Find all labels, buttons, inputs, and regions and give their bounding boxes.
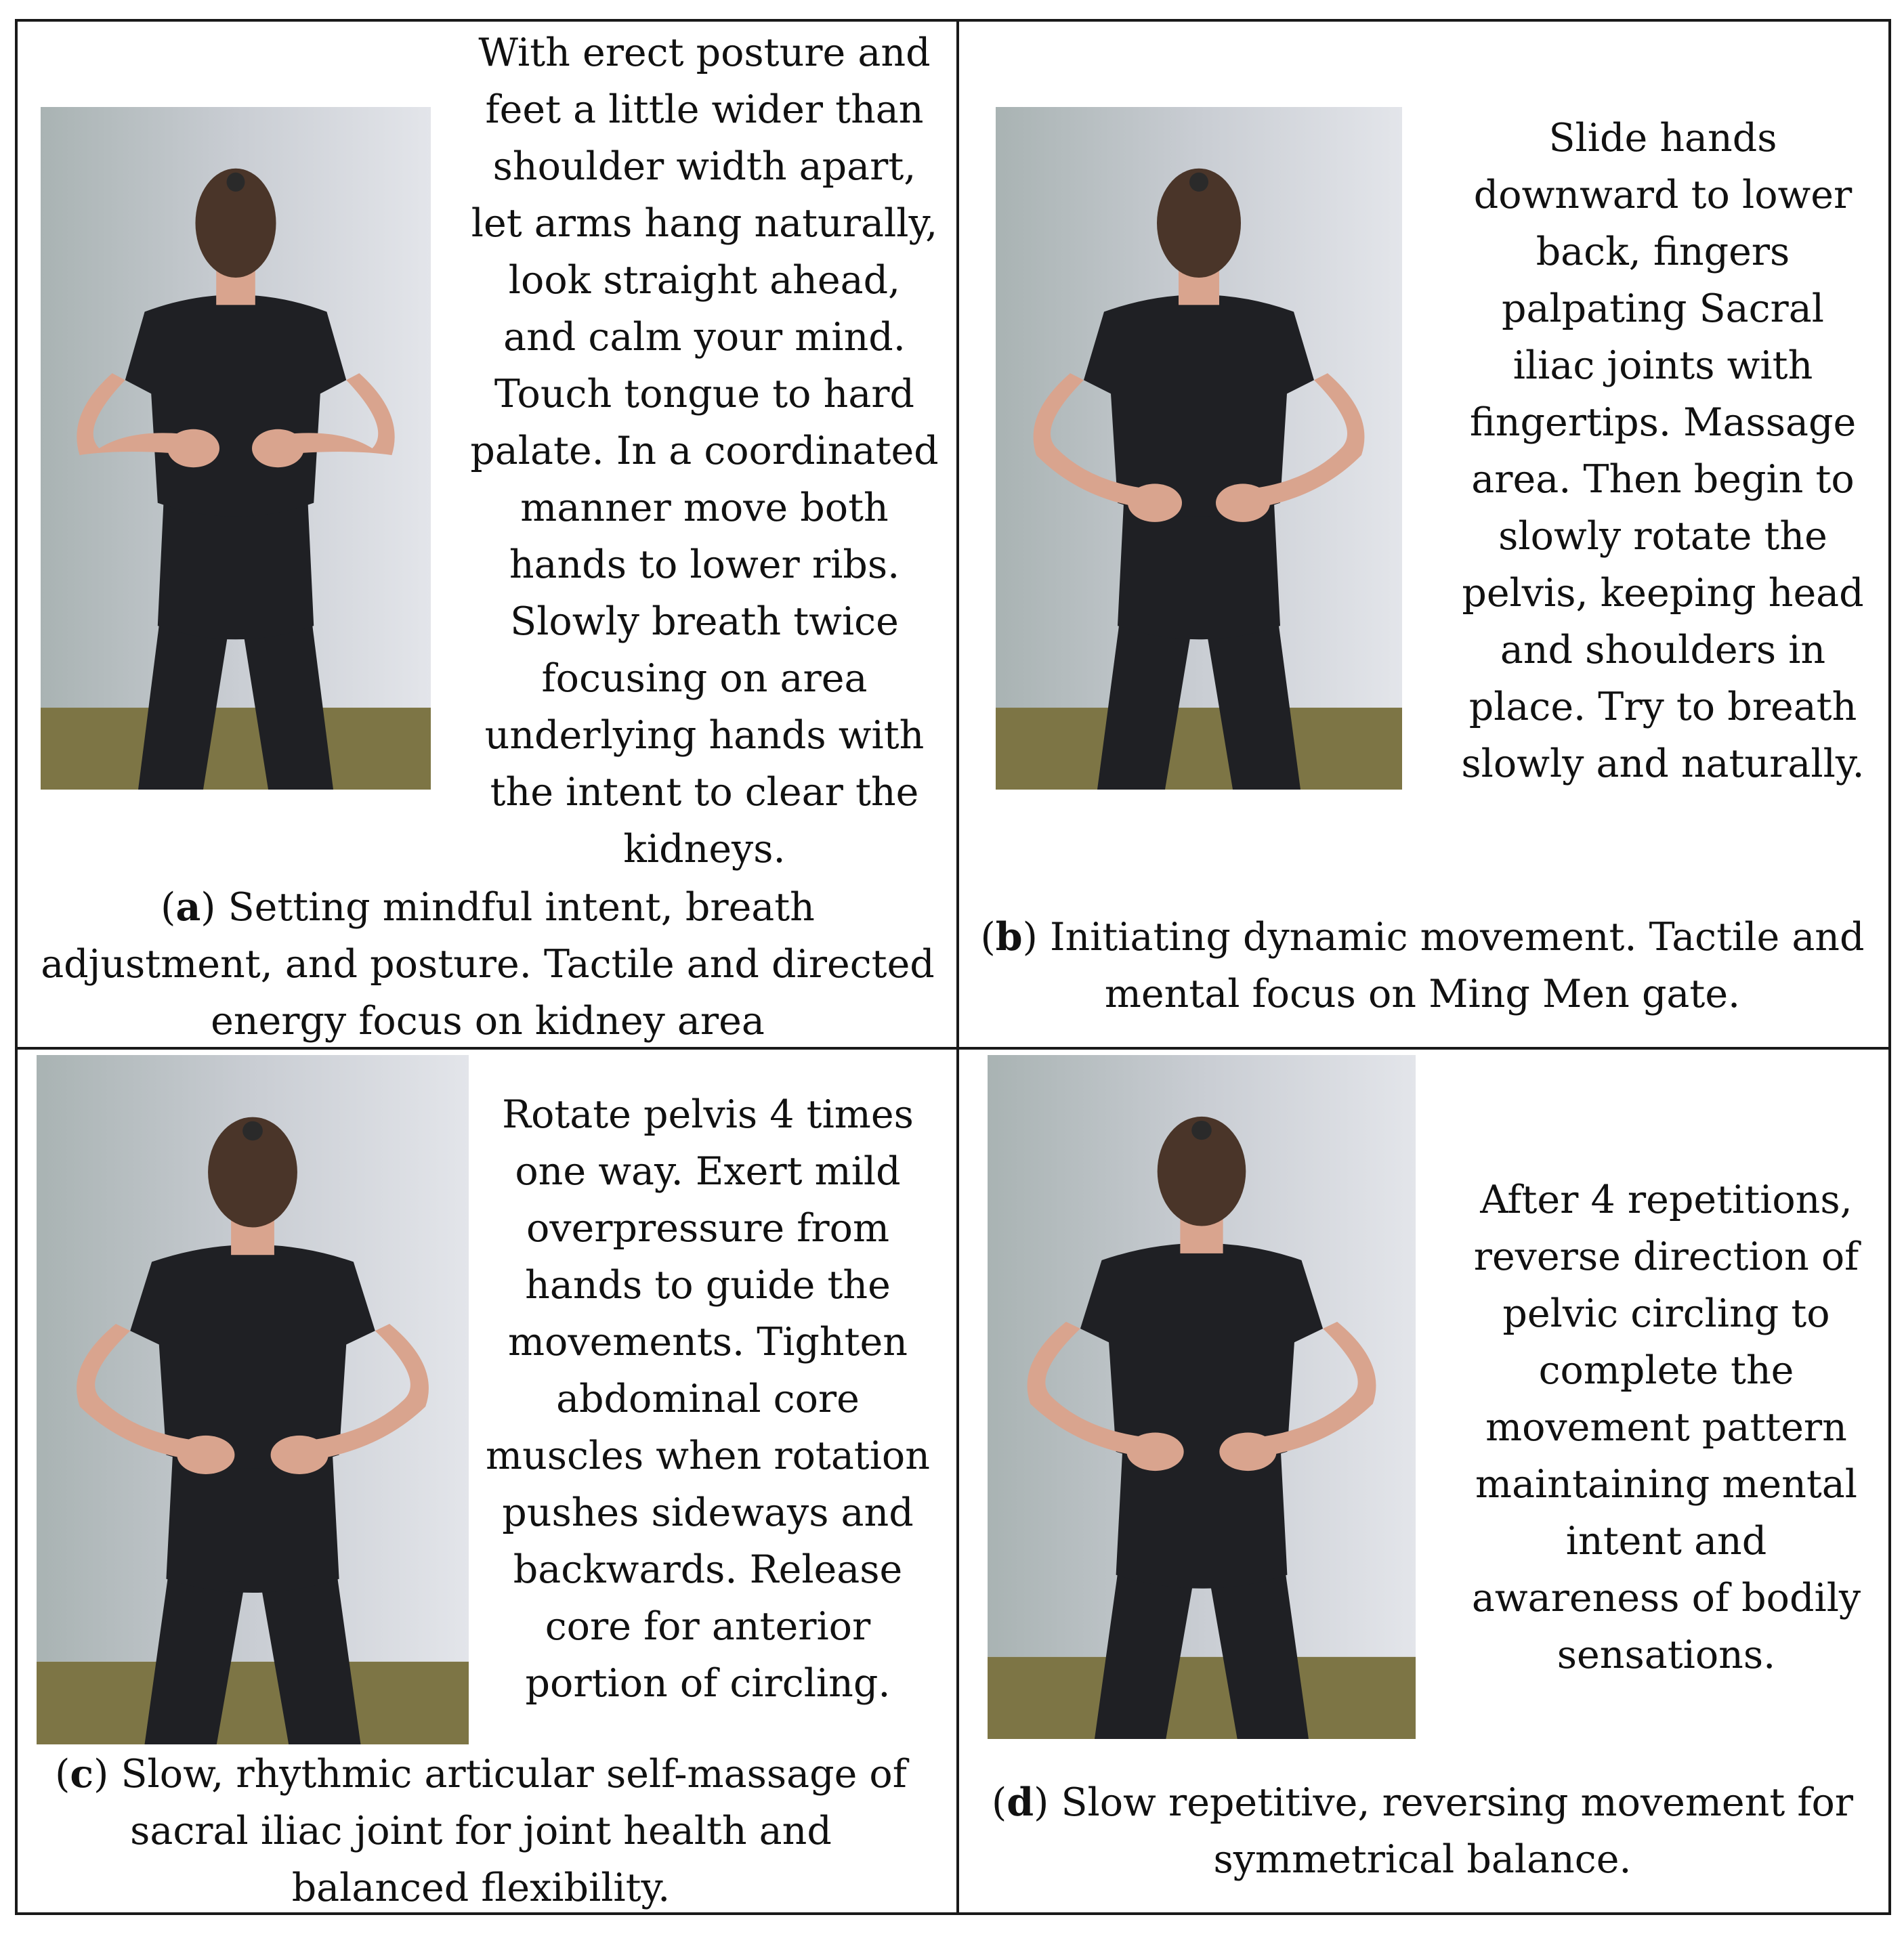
panel-b-letter: b [995, 914, 1023, 960]
panel-d-caption-text: Slow repetitive, reversing movement for symmetrical balance. [1061, 1780, 1854, 1882]
floor [988, 1657, 1416, 1739]
figure-photo-illustration [41, 107, 431, 790]
floor [41, 708, 431, 790]
figure-photo-illustration [988, 1055, 1416, 1739]
grid-vertical-divider [956, 19, 959, 1915]
left-hand [1126, 1433, 1183, 1471]
floor [996, 708, 1402, 790]
panel-d-caption: (d) Slow repetitive, reversing movement for symmetrical balance. [991, 1780, 1854, 1882]
panel-c-photo [37, 1055, 469, 1744]
panel-b-photo [996, 107, 1402, 790]
panel-c-caption: (c) Slow, rhythmic articular self-massage of sacral iliac joint for joint health and balanced flexibility. [55, 1751, 907, 1910]
panel-b-caption-text: Initiating dynamic movement. Tactile and mental focus on Ming Men gate. [1049, 915, 1865, 1016]
hair-clip [227, 173, 245, 192]
panel-c-description: Rotate pelvis 4 times one way. Exert mild overpressure from hands to guide the movements. Tighten abdominal core muscles when rotation pushes sideways and backwards. Release core for anterior portion of circling. [486, 1092, 930, 1706]
hair-clip [242, 1121, 263, 1141]
right-hand [1219, 1433, 1276, 1471]
panel-d-description: After 4 repetitions, reverse direction of pelvic circling to complete the movement pattern maintaining mental intent and awareness of bodily sensations. [1471, 1178, 1861, 1677]
panel-c-caption-text: Slow, rhythmic articular self-massage of sacral iliac joint for joint health and balanced flexibility. [121, 1752, 907, 1910]
right-hand [1216, 484, 1270, 521]
figure-photo-illustration [37, 1055, 469, 1744]
panel-a-letter: a [175, 884, 201, 930]
panel-d-photo [988, 1055, 1416, 1739]
panel-b-caption: (b) Initiating dynamic movement. Tactile and mental focus on Ming Men gate. [980, 914, 1865, 1016]
panel-a-caption-text: Setting mindful intent, breath adjustment, and posture. Tactile and directed energy focus on kidney area [41, 885, 935, 1044]
left-hand [1128, 484, 1182, 521]
right-hand [271, 1436, 329, 1474]
hair-clip [1191, 1121, 1211, 1140]
panel-a-description: With erect posture and feet a little wider than shoulder width apart, let arms hang naturally, look straight ahead, and calm your mind. Touch tongue to hard palate. In a coordinated manner move both hands to lower ribs. Slowly breath twice focusing on area underlying hands with the intent to clear the kidneys. [470, 30, 939, 872]
panel-c-letter: c [70, 1751, 94, 1797]
floor [37, 1662, 469, 1744]
left-hand [177, 1436, 234, 1474]
panel-b-description: Slide hands downward to lower back, fingers palpating Sacral iliac joints with fingertips. Massage area. Then begin to slowly rotate the pelvis, keeping head and shoulders in place. Try to breath slowly and naturally. [1461, 116, 1865, 786]
panel-a-photo [41, 107, 431, 790]
hair-clip [1189, 173, 1208, 192]
torso [125, 295, 346, 517]
left-hand [167, 429, 219, 467]
figure-photo-illustration [996, 107, 1402, 790]
right-hand [252, 429, 304, 467]
panel-d-letter: d [1007, 1780, 1034, 1825]
panel-a-caption: (a) Setting mindful intent, breath adjustment, and posture. Tactile and directed energy focus on kidney area [41, 884, 935, 1044]
